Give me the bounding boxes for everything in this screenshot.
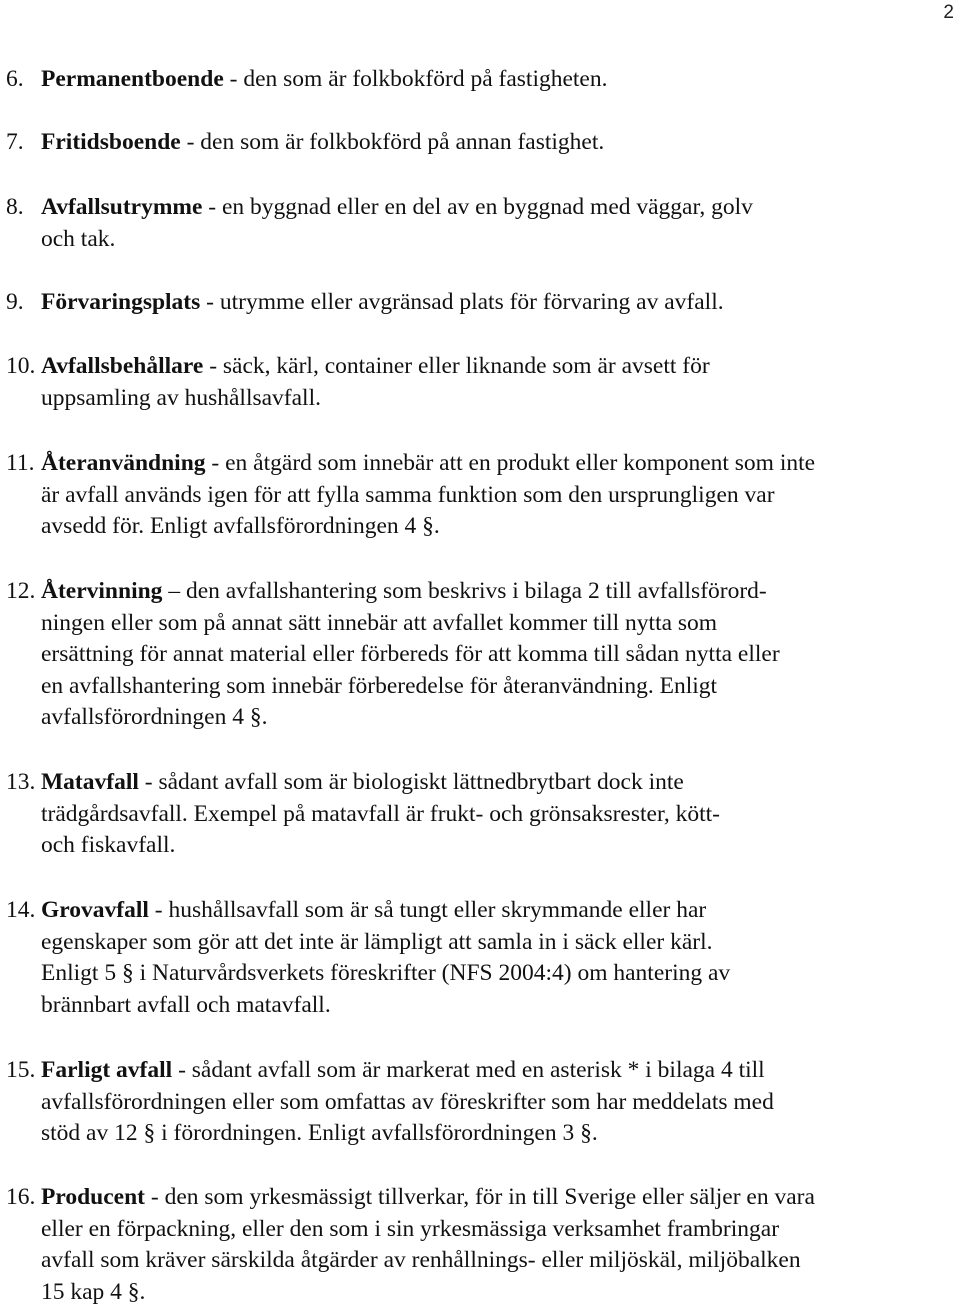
definition-text: är avfall används igen för att fylla samma funktion som den ursprungligen var xyxy=(41,481,775,508)
definition-item xyxy=(0,287,960,319)
definition-item xyxy=(0,351,960,414)
definition-text: egenskaper som gör att det inte är lämpligt att samla in i säck eller kärl. xyxy=(41,928,713,955)
definition-text: avfallsförordningen 4 §. xyxy=(41,704,268,731)
definition-term: Återanvändning xyxy=(41,450,206,476)
definition-term: Producent xyxy=(41,1184,146,1210)
definition-text: stöd av 12 § i förordningen. Enligt avfallsförordningen 3 §. xyxy=(41,1120,598,1147)
definition-text: - säck, kärl, container eller liknande som är avsett för xyxy=(203,353,710,379)
definition-text: - en åtgärd som innebär att en produkt eller komponent som inte xyxy=(205,450,816,476)
definition-text: - hushållsavfall som är så tungt eller skrymmande eller har xyxy=(148,897,707,923)
definition-term: Permanentboende xyxy=(41,66,224,92)
definition-text: - sådant avfall som är markerat med en asterisk * i bilaga 4 till xyxy=(172,1057,765,1083)
definition-number: 7. xyxy=(6,129,24,155)
definition-number: 11. xyxy=(6,450,35,476)
definition-text: Enligt 5 § i Naturvårdsverkets föreskrifter (NFS 2004:4) om hantering av xyxy=(41,960,731,987)
definition-item xyxy=(0,448,960,543)
definition-text: ningen eller som på annat sätt innebär att avfallet kommer till nytta som xyxy=(41,609,718,636)
definition-item xyxy=(0,192,960,255)
definition-text: - en byggnad eller en del av en byggnad med väggar, golv xyxy=(202,194,753,220)
definition-item xyxy=(0,1182,960,1308)
definition-item xyxy=(0,1055,960,1150)
definition-text: avfall som kräver särskilda åtgärder av renhållnings- eller miljöskäl, miljöbalken xyxy=(41,1247,801,1274)
definition-text: avsedd för. Enligt avfallsförordningen 4 §. xyxy=(41,513,440,540)
definition-text: och tak. xyxy=(41,225,116,252)
definition-term: Avfallsutrymme xyxy=(41,194,203,220)
definition-item xyxy=(0,127,960,159)
definition-number: 6. xyxy=(6,66,24,92)
definition-number: 14. xyxy=(6,897,36,923)
definition-text: - den som är folkbokförd på fastigheten. xyxy=(223,66,608,92)
definition-text: – den avfallshantering som beskrivs i bilaga 2 till avfallsförord- xyxy=(162,578,767,604)
definition-text: 15 kap 4 §. xyxy=(41,1278,146,1305)
definition-text: och fiskavfall. xyxy=(41,832,176,859)
definition-text: trädgårdsavfall. Exempel på matavfall är frukt- och grönsaksrester, kött- xyxy=(41,800,720,827)
definition-term: Fritidsboende xyxy=(41,129,181,155)
definition-text: - den som är folkbokförd på annan fastighet. xyxy=(180,129,605,155)
definition-text: en avfallshantering som innebär förberedelse för återanvändning. Enligt xyxy=(41,672,718,699)
definition-number: 8. xyxy=(6,194,24,220)
definition-term: Återvinning xyxy=(41,578,163,604)
definition-text: - den som yrkesmässigt tillverkar, för in till Sverige eller säljer en vara xyxy=(145,1184,815,1210)
definition-term: Avfallsbehållare xyxy=(41,353,204,379)
definition-text: brännbart avfall och matavfall. xyxy=(41,991,331,1018)
definition-number: 15. xyxy=(6,1057,36,1083)
definition-text: - sådant avfall som är biologiskt lättnedbrytbart dock inte xyxy=(138,769,684,795)
definition-term: Förvaringsplats xyxy=(41,289,201,315)
definition-text: eller en förpackning, eller den som i sin yrkesmässiga verksamhet frambringar xyxy=(41,1215,780,1242)
definition-number: 9. xyxy=(6,289,24,315)
definition-number: 10. xyxy=(6,353,36,379)
definition-text: uppsamling av hushållsavfall. xyxy=(41,384,321,411)
page-number: 2 xyxy=(943,2,954,23)
definition-term: Matavfall xyxy=(41,769,139,795)
definition-number: 16. xyxy=(6,1184,36,1210)
definition-text: - utrymme eller avgränsad plats för förvaring av avfall. xyxy=(200,289,724,315)
definition-term: Farligt avfall xyxy=(41,1057,173,1083)
definition-number: 13. xyxy=(6,769,36,795)
definition-term: Grovavfall xyxy=(41,897,149,923)
definition-text: avfallsförordningen eller som omfattas av föreskrifter som har meddelats med xyxy=(41,1088,774,1115)
definition-item xyxy=(0,64,960,96)
definition-item xyxy=(0,895,960,1021)
definition-item xyxy=(0,576,960,734)
definition-number: 12. xyxy=(6,578,36,604)
definition-text: ersättning för annat material eller förbereds för att komma till sådan nytta eller xyxy=(41,641,780,668)
definition-item xyxy=(0,767,960,862)
